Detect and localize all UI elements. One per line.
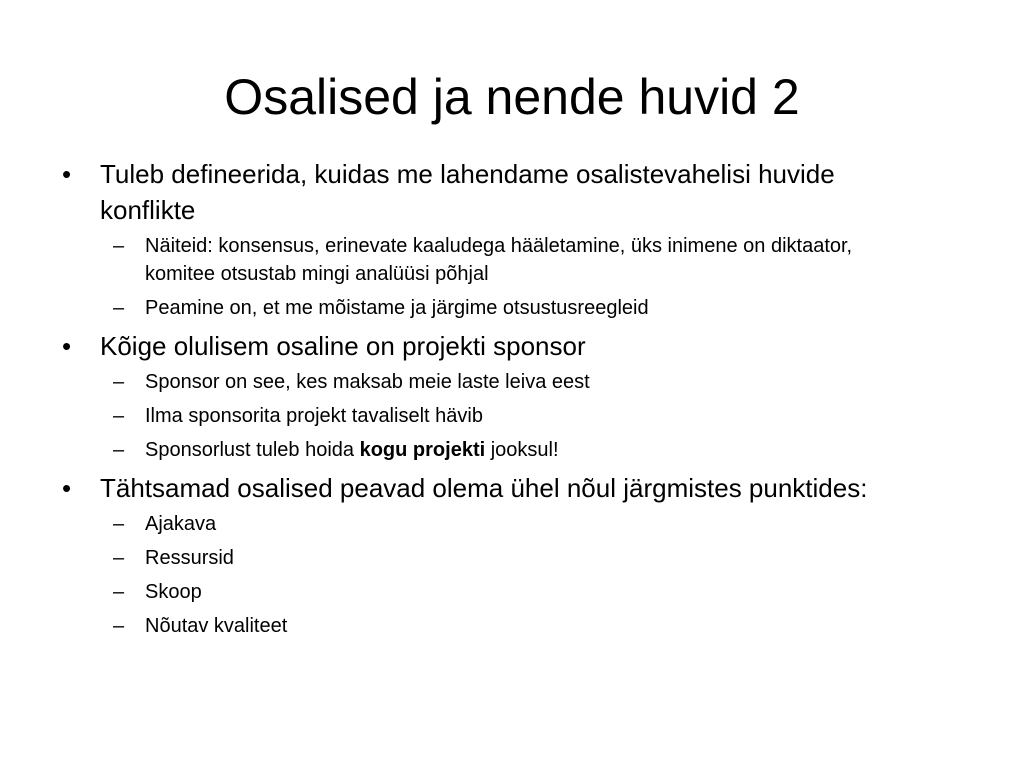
- sub-bullet-text: Peamine on, et me mõistame ja järgime otsustusreegleid: [145, 297, 649, 319]
- sub-bullet-item: [0, 368, 1024, 396]
- sub-bullet-item: [0, 294, 1024, 322]
- dash-icon: –: [113, 439, 125, 461]
- sub-bullet-item: [0, 612, 1024, 640]
- dash-icon: –: [113, 297, 125, 319]
- dash-icon: –: [113, 513, 125, 535]
- bullet-item: [0, 156, 1024, 228]
- dash-icon: –: [113, 371, 125, 393]
- dash-icon: –: [113, 547, 125, 569]
- bullet-item: [0, 328, 1024, 364]
- dash-icon: –: [113, 235, 125, 257]
- sub-bullet-text-bold: kogu projekti: [359, 439, 486, 461]
- dash-icon: –: [113, 581, 125, 603]
- dash-icon: –: [113, 405, 125, 427]
- sub-bullet-text-after: jooksul!: [485, 439, 559, 461]
- sub-bullet-text: Näiteid: konsensus, erinevate kaaludega hääletamine, üks inimene on diktaator, komitee otsustab mingi analüüsi põhjal: [145, 235, 853, 285]
- bullet-item: [0, 470, 1024, 506]
- bullet-icon: •: [62, 331, 72, 361]
- sub-bullet-item: [0, 402, 1024, 430]
- sub-bullet-text: Ajakava: [145, 513, 217, 535]
- sub-bullet-text: Nõutav kvaliteet: [145, 615, 288, 637]
- sub-bullet-item: [0, 510, 1024, 538]
- sub-bullet-text: Skoop: [145, 581, 202, 603]
- dash-icon: –: [113, 615, 125, 637]
- bullet-text: Tähtsamad osalised peavad olema ühel nõul järgmistes punktides:: [100, 473, 868, 503]
- bullet-icon: •: [62, 159, 72, 189]
- sub-bullet-text: Sponsor on see, kes maksab meie laste leiva eest: [145, 371, 590, 393]
- sub-bullet-item: [0, 544, 1024, 572]
- sub-bullet-item: [0, 578, 1024, 606]
- slide-body: [0, 156, 1024, 646]
- bullet-text: Tuleb defineerida, kuidas me lahendame osalistevahelisi huvide konflikte: [100, 159, 835, 225]
- sub-bullet-item: [0, 436, 1024, 464]
- sub-bullet-item: [0, 232, 1024, 288]
- sub-bullet-text-before: Sponsorlust tuleb hoida: [145, 439, 360, 461]
- slide-title: Osalised ja nende huvid 2: [224, 69, 800, 125]
- bullet-text: Kõige olulisem osaline on projekti sponsor: [100, 331, 586, 361]
- sub-bullet-text: Ilma sponsorita projekt tavaliselt hävib: [145, 405, 483, 427]
- bullet-icon: •: [62, 473, 72, 503]
- sub-bullet-text: Ressursid: [145, 547, 234, 569]
